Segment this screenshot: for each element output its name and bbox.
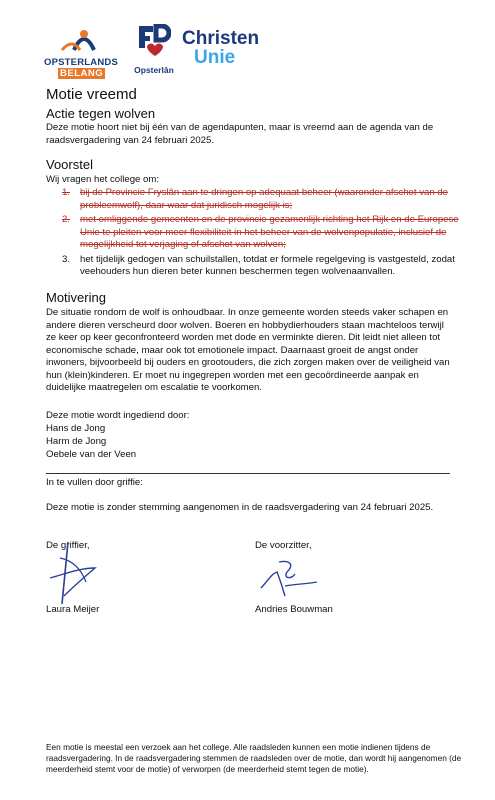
logo-belang-text: BELANG [60,68,104,79]
fnp-logo [126,24,182,74]
voorstel-item-number: 3. [62,253,71,265]
voorstel-item-2 [62,214,460,252]
document-subtitle: Actie tegen wolven [46,106,156,121]
document-title: Motie vreemd [46,86,137,103]
opsterlands-belang-logo [44,26,124,79]
griffie-heading: In te vullen door griffie: [46,477,143,488]
opsterlands-belang-emblem [44,26,124,52]
griffier-name: Laura Meijer [46,604,100,615]
motivering-text: De situatie rondom de wolf is onhoudbaar. In onze gemeente worden steeds vaker schapen en andere dieren verscheurd door wolven. Boeren en hobbydierhouders staan machteloos terwijl ze keer op keer geconfronteerd worden met dode en verminkte dieren. Dit leidt niet alleen tot economische schade, maar ook tot emotionele impact. Daarnaast groeit de angst onder inwoners, bijvoorbeeld bij ouders en grootouders, die zich zorgen maken over de veiligheid van hun (klein)kinderen. Er moet nu ingegrepen worden met een gecoördineerde aanpak en duidelijke maatregelen om escalatie te voorkomen. [46,307,450,393]
griffier-role: De griffier, [46,540,90,551]
submitter-name: Hans de Jong [46,423,106,434]
voorstel-heading: Voorstel [46,157,93,172]
voorstel-list [62,187,460,279]
griffier-signature [40,538,110,608]
fnp-emblem [137,24,171,58]
griffie-result: Deze motie is zonder stemming aangenomen in de raadsvergadering van 24 februari 2025. [46,502,434,513]
fnp-subtitle: Opsterlân [134,65,174,75]
intro-text: Deze motie hoort niet bij één van de agendapunten, maar is vreemd aan de agenda van de raadsvergadering van 24 februari 2025. [46,122,434,146]
voorstel-lead: Wij vragen het college om: [46,174,160,185]
voorstel-item-number: 1. [62,187,71,198]
voorstel-item-text: met omliggende gemeenten en de provincie gezamenlijk richting het Rijk en de Europese Unie te pleiten voor meer flexibiliteit in het beheer van de wolvenpopulatie, inclusief de mogelijkheid tot verjaging of afschot van wolven; [80,214,459,250]
voorstel-item-3 [62,254,460,279]
motivering-heading: Motivering [46,290,106,305]
logo-unie-text: Unie [194,47,236,68]
christenunie-logo [182,30,272,68]
voorstel-item-1 [62,187,460,212]
voorstel-item-text: het tijdelijk gedogen van schuilstallen, totdat er formele regelgeving is vastgesteld, zodat veehouders hun dieren beter kunnen beschermen tegen wolvenaanvallen. [80,253,455,277]
submitter-name: Harm de Jong [46,436,107,447]
logo-christen-text: Christen [182,28,260,49]
divider [46,473,450,474]
voorstel-item-text: bij de Provincie Fryslân aan te dringen op adequaat beheer (waaronder afschot van de probleemwolf), daar waar dat juridisch mogelijk is; [80,187,448,211]
voorzitter-name: Andries Bouwman [255,604,333,615]
voorstel-item-number: 2. [62,214,71,225]
submitter-name: Oebele van der Veen [46,449,137,460]
footer-note: Een motie is meestal een verzoek aan het college. Alle raadsleden kunnen een motie indienen tijdens de raadsvergadering. In de raadsvergadering stemmen de raadsleden over de motie, dan wordt hij aangenomen (de meerderheid stemt voor de motie) of verworpen (de meerderheid stemt tegen de motie). [46,742,462,774]
voorzitter-role: De voorzitter, [255,540,312,551]
ingediend-lead: Deze motie wordt ingediend door: [46,410,190,421]
voorzitter-signature [255,556,335,600]
logo-opsterlands-text: OPSTERLANDS [44,57,118,68]
